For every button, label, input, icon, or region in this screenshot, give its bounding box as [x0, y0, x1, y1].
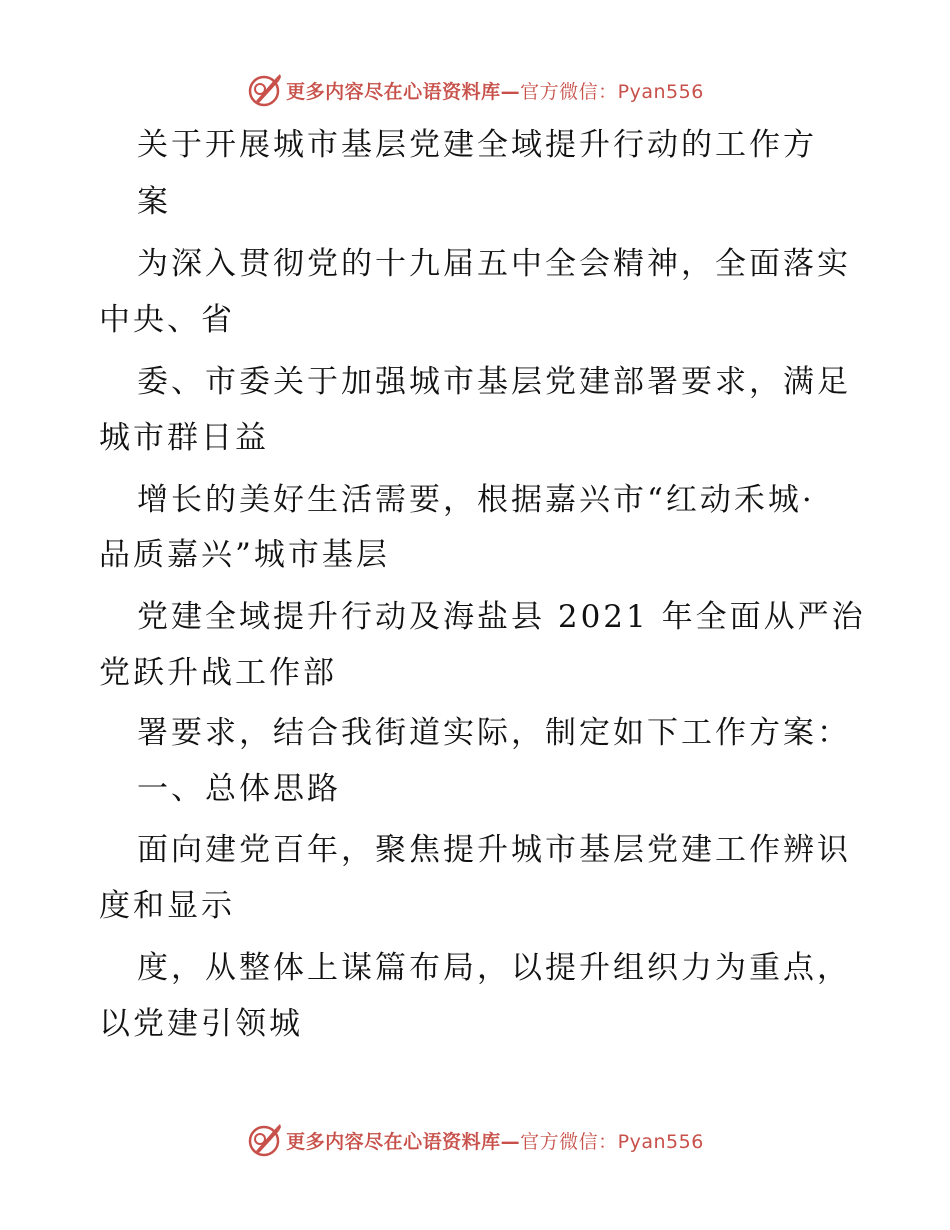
paragraph-line: 品质嘉兴”城市基层: [99, 537, 390, 573]
document-title-line-1: 关于开展城市基层党建全域提升行动的工作方: [137, 127, 817, 163]
banner-contact: 官方微信：Pyan556: [520, 1130, 704, 1153]
paragraph-line: 为深入贯彻党的十九届五中全会精神，全面落实: [137, 246, 851, 282]
banner-label: 更多内容尽在心语资料库—: [286, 80, 521, 103]
pen-logo-icon: [246, 1122, 282, 1158]
paragraph-line: 以党建引领城: [99, 1006, 303, 1042]
paragraph-line: 委、市委关于加强城市基层党建部署要求，满足: [137, 364, 851, 400]
paragraph-line: 党建全域提升行动及海盐县 2021 年全面从严治: [137, 599, 866, 635]
banner-contact: 官方微信：Pyan556: [520, 80, 704, 103]
banner-label: 更多内容尽在心语资料库—: [286, 1130, 521, 1153]
footer-banner: [0, 1118, 950, 1162]
paragraph-line: 城市群日益: [99, 420, 269, 456]
paragraph-line: 党跃升战工作部: [99, 655, 337, 691]
paragraph-line: 度和显示: [99, 888, 235, 924]
paragraph-line: 中央、省: [99, 302, 235, 338]
document-title-line-2: 案: [137, 184, 171, 220]
paragraph-line: 增长的美好生活需要，根据嘉兴市“红动禾城·: [137, 482, 815, 518]
section-heading: 一、总体思路: [137, 771, 341, 807]
paragraph-line: 署要求，结合我街道实际，制定如下工作方案：: [137, 715, 851, 751]
paragraph-line: 面向建党百年，聚焦提升城市基层党建工作辨识: [137, 832, 851, 868]
paragraph-line: 度，从整体上谋篇布局，以提升组织力为重点，: [137, 950, 851, 986]
